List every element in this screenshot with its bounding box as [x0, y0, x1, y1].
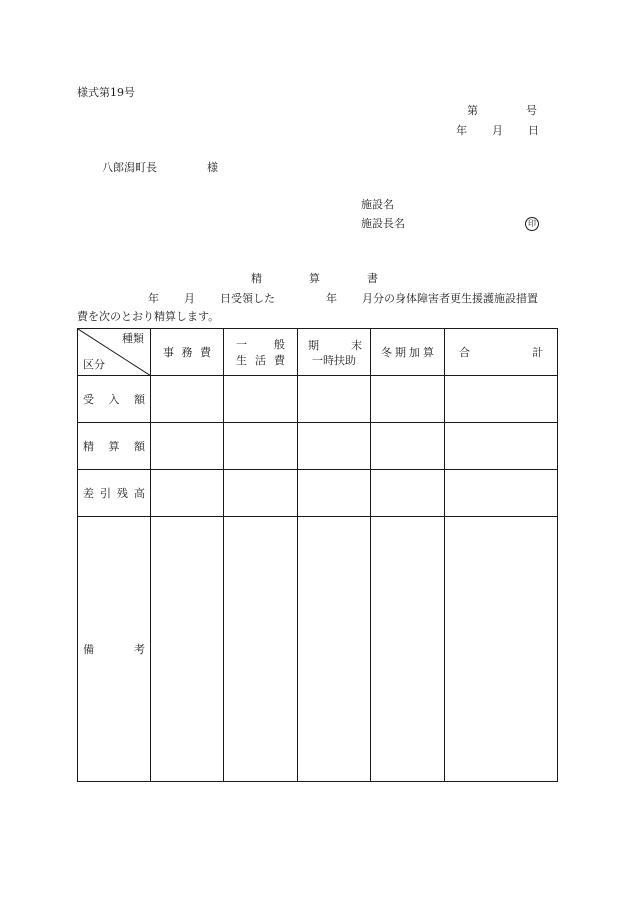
remarks-char: 備 [83, 643, 94, 656]
header-kimatsu [298, 329, 371, 376]
corner-top-label: 種類 [122, 332, 144, 345]
header-toki-char: 冬 [381, 346, 392, 359]
header-goukei-char: 計 [532, 346, 543, 359]
body-line2: 費を次のとおり精算します。 [77, 310, 220, 323]
body-rest: 月分の身体障害者更生援護施設措置 [362, 292, 538, 305]
date-day: 日 [528, 124, 539, 137]
corner-cell [78, 329, 151, 376]
header-goukei [445, 329, 558, 376]
corner-bottom-label: 区分 [83, 358, 105, 371]
header-jimuhi-char: 務 [181, 346, 193, 359]
row-label-char: 引 [100, 487, 111, 500]
title-char-2: 算 [309, 272, 320, 285]
header-ippan-char: 生 [236, 354, 247, 367]
header-jimuhi-char: 費 [200, 346, 211, 359]
body-year2: 年 [326, 292, 337, 305]
seal-mark: 印 [525, 217, 539, 231]
table-cell[interactable] [298, 423, 371, 470]
header-ippan-char: 活 [255, 354, 266, 367]
header-toki-char: 期 [395, 346, 406, 359]
addressee-name: 八郎潟町長 [102, 161, 157, 174]
form-number: 様式第19号 [77, 86, 135, 99]
row-label-ukeire [78, 376, 151, 423]
table-cell[interactable] [224, 423, 298, 470]
header-toki-char: 加 [409, 346, 420, 359]
table-cell[interactable] [224, 517, 298, 782]
table-cell[interactable] [371, 376, 445, 423]
header-toki-char: 算 [423, 346, 434, 359]
table-cell[interactable] [224, 470, 298, 517]
table-row [78, 423, 558, 470]
header-ippan [224, 329, 298, 376]
header-jimuhi-char: 事 [163, 346, 174, 359]
row-label-char: 残 [117, 487, 128, 500]
row-label-char: 額 [134, 440, 145, 453]
settlement-table [77, 328, 558, 782]
table-cell[interactable] [298, 470, 371, 517]
table-cell[interactable] [371, 470, 445, 517]
header-ippan-char: 費 [274, 354, 285, 367]
header-ippan-char: 般 [274, 338, 285, 351]
table-row [78, 470, 558, 517]
table-cell[interactable] [371, 423, 445, 470]
table-cell[interactable] [445, 470, 558, 517]
header-kimatsu-char: 末 [351, 338, 362, 352]
row-label-sashihiki [78, 470, 151, 517]
remarks-char: 考 [134, 643, 145, 656]
row-label-char: 高 [134, 487, 145, 500]
table-cell[interactable] [445, 517, 558, 782]
header-jimuhi [151, 329, 224, 376]
row-label-char: 入 [108, 393, 120, 406]
table-cell[interactable] [298, 517, 371, 782]
body-received: 日受領した [220, 292, 275, 305]
table-cell[interactable] [445, 423, 558, 470]
header-row [78, 329, 558, 376]
table-cell[interactable] [371, 517, 445, 782]
table-cell[interactable] [445, 376, 558, 423]
remarks-label [78, 517, 151, 782]
row-label-char: 差 [83, 487, 94, 500]
table-cell[interactable] [151, 470, 224, 517]
table-cell[interactable] [224, 376, 298, 423]
header-kimatsu-char: 期 [308, 338, 319, 352]
header-kimatsu-bottom: 一時扶助 [312, 353, 356, 367]
table-cell[interactable] [151, 517, 224, 782]
row-label-char: 額 [134, 393, 145, 406]
table-cell[interactable] [151, 423, 224, 470]
date-year: 年 [456, 124, 467, 137]
body-month: 月 [184, 292, 195, 305]
header-toki [371, 329, 445, 376]
table-cell[interactable] [298, 376, 371, 423]
header-ippan-char: 一 [236, 338, 247, 351]
row-label-seisan [78, 423, 151, 470]
row-label-char: 受 [83, 393, 94, 406]
body-year: 年 [148, 292, 159, 305]
remarks-row [78, 517, 558, 782]
row-label-char: 精 [83, 440, 94, 453]
facility-name-label: 施設名 [361, 198, 394, 211]
facility-head-label: 施設長名 [361, 217, 405, 230]
table-cell[interactable] [151, 376, 224, 423]
doc-number-dai: 第 [467, 104, 478, 117]
title-char-1: 精 [251, 272, 262, 285]
addressee-honorific: 様 [207, 161, 218, 174]
header-goukei-char: 合 [459, 346, 470, 359]
table-row [78, 376, 558, 423]
doc-number-go: 号 [526, 104, 537, 117]
date-month: 月 [492, 124, 503, 137]
row-label-char: 算 [108, 440, 120, 453]
title-char-3: 書 [367, 272, 378, 285]
